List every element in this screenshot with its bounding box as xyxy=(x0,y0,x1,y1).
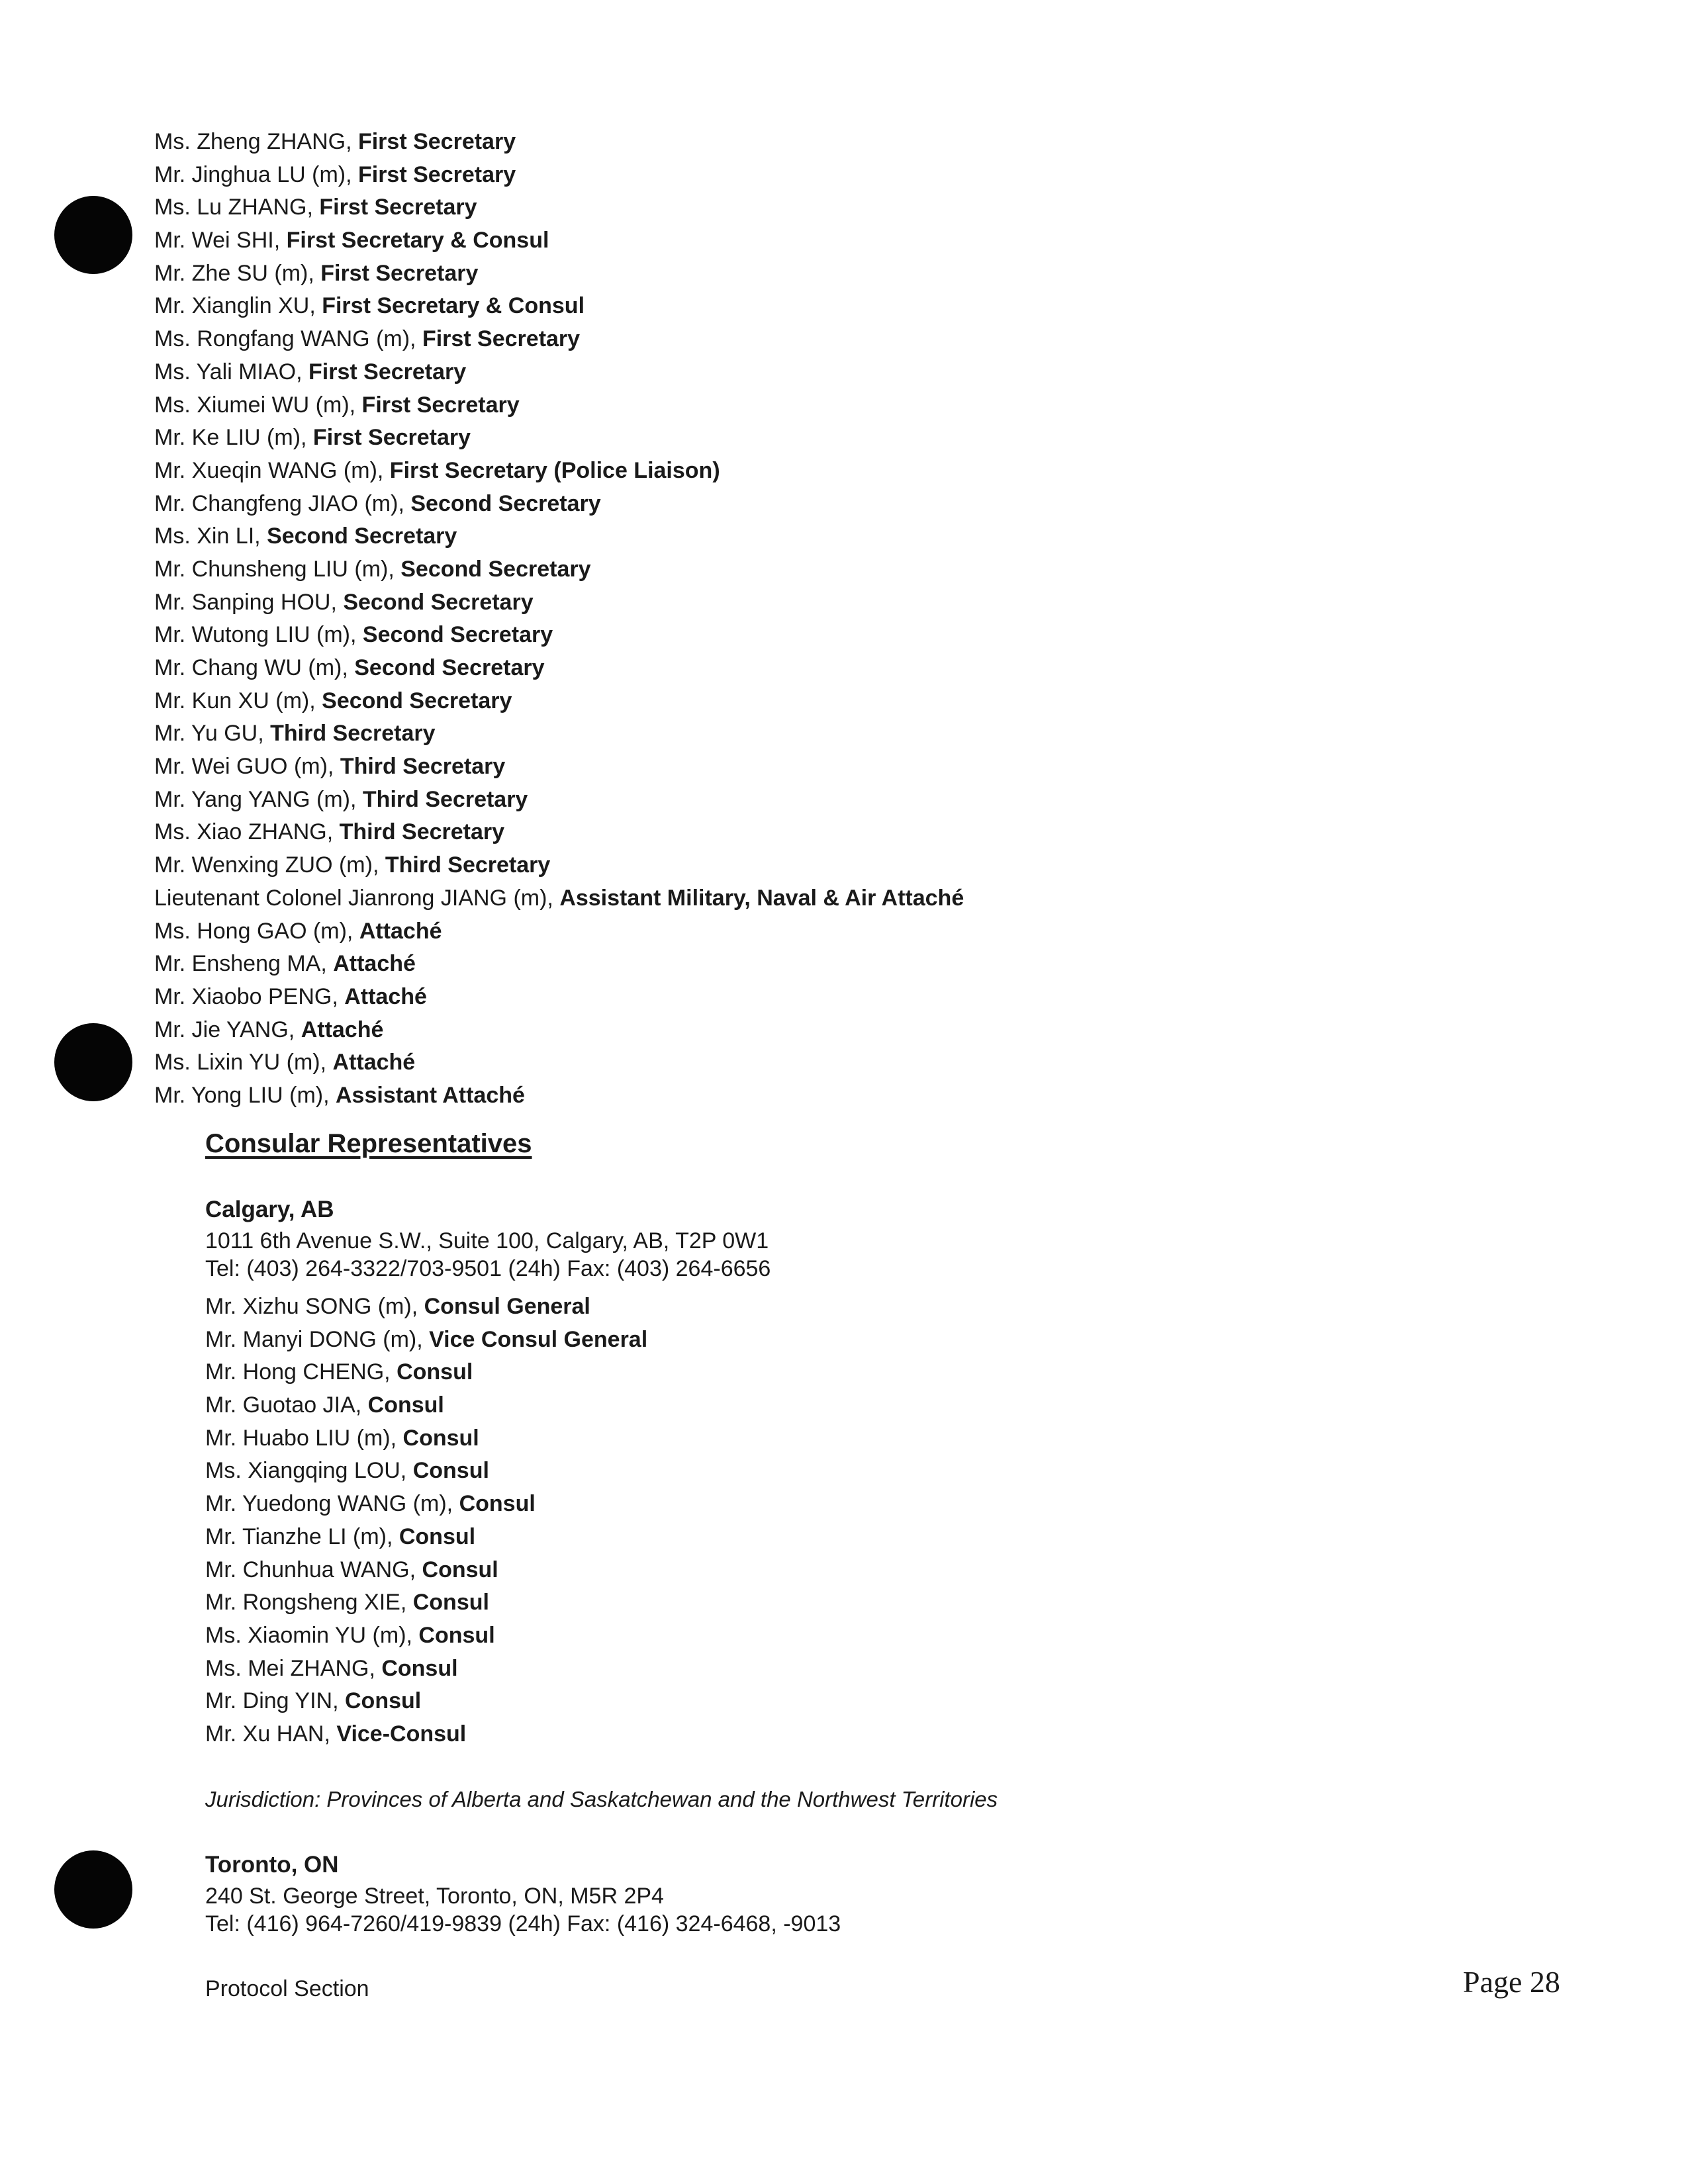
staff-name: Ms. Mei ZHANG, xyxy=(205,1655,382,1681)
staff-name: Mr. Manyi DONG (m), xyxy=(205,1326,430,1352)
staff-title: Consul xyxy=(412,1590,489,1615)
staff-title: Second Secretary xyxy=(322,688,512,713)
staff-entry xyxy=(154,356,964,389)
staff-entry xyxy=(205,1685,647,1718)
staff-name: Mr. Ensheng MA, xyxy=(154,951,334,977)
staff-entry xyxy=(154,520,964,553)
staff-entry xyxy=(154,159,964,192)
staff-title: First Secretary xyxy=(312,425,471,451)
staff-name: Mr. Tianzhe LI (m), xyxy=(205,1524,399,1549)
calgary-contact xyxy=(205,1227,771,1283)
calgary-staff-list xyxy=(205,1291,647,1751)
staff-entry xyxy=(154,191,964,224)
staff-name: Mr. Wei GUO (m), xyxy=(154,754,340,780)
toronto-contact xyxy=(205,1882,841,1938)
embassy-staff-list xyxy=(154,126,964,1113)
staff-entry xyxy=(205,1718,647,1751)
staff-title: First Secretary xyxy=(319,195,477,220)
staff-entry xyxy=(154,1014,964,1047)
staff-title: Attaché xyxy=(332,1050,416,1075)
staff-name: Mr. Zhe SU (m), xyxy=(154,260,321,286)
staff-entry xyxy=(154,257,964,291)
staff-name: Mr. Xueqin WANG (m), xyxy=(154,457,390,483)
staff-name: Mr. Ding YIN, xyxy=(205,1688,345,1714)
staff-name: Mr. Huabo LIU (m), xyxy=(205,1425,403,1451)
calgary-address: 1011 6th Avenue S.W., Suite 100, Calgary, AB, T2P 0W1 xyxy=(205,1228,769,1253)
staff-entry xyxy=(154,1046,964,1079)
section-title: Consular Representatives xyxy=(205,1129,532,1158)
staff-entry xyxy=(205,1653,647,1686)
toronto-address: 240 St. George Street, Toronto, ON, M5R 2P4 xyxy=(205,1884,664,1909)
staff-title: Third Secretary xyxy=(270,721,436,747)
staff-title: Second Secretary xyxy=(267,523,457,549)
staff-entry xyxy=(154,455,964,488)
staff-entry xyxy=(154,915,964,948)
staff-name: Mr. Chunsheng LIU (m), xyxy=(154,556,401,582)
staff-entry xyxy=(154,751,964,784)
page-number: Page 28 xyxy=(1463,1965,1560,1999)
staff-entry xyxy=(154,882,964,915)
toronto-city-heading: Toronto, ON xyxy=(205,1852,339,1878)
staff-entry xyxy=(205,1455,647,1488)
staff-name: Ms. Hong GAO (m), xyxy=(154,918,359,944)
staff-title: Consul xyxy=(399,1524,476,1549)
staff-name: Ms. Lu ZHANG, xyxy=(154,195,320,220)
staff-name: Mr. Chang WU (m), xyxy=(154,655,355,680)
staff-title: Third Secretary xyxy=(339,819,505,845)
staff-entry xyxy=(154,126,964,159)
calgary-jurisdiction: Jurisdiction: Provinces of Alberta and Saskatchewan and the Northwest Territories xyxy=(205,1787,998,1811)
staff-title: Third Secretary xyxy=(362,786,528,812)
staff-name: Mr. Jinghua LU (m), xyxy=(154,161,358,187)
binder-hole xyxy=(54,1023,132,1101)
staff-title: First Secretary (Police Liaison) xyxy=(389,457,720,483)
staff-entry xyxy=(154,849,964,882)
staff-name: Mr. Xu HAN, xyxy=(205,1721,337,1747)
toronto-phone: Tel: (416) 964-7260/419-9839 (24h) Fax: (416) 324-6468, -9013 xyxy=(205,1911,841,1936)
staff-entry xyxy=(154,224,964,257)
staff-name: Mr. Guotao JIA, xyxy=(205,1392,368,1418)
staff-entry xyxy=(154,553,964,586)
staff-entry xyxy=(154,290,964,323)
staff-title: Consul xyxy=(345,1688,422,1714)
staff-title: Consul xyxy=(397,1359,473,1385)
calgary-city-heading: Calgary, AB xyxy=(205,1197,334,1222)
staff-name: Ms. Xiaomin YU (m), xyxy=(205,1622,419,1648)
staff-title: Attaché xyxy=(359,918,442,944)
staff-name: Ms. Yali MIAO, xyxy=(154,359,309,385)
staff-entry xyxy=(205,1324,647,1357)
staff-title: Assistant Attaché xyxy=(336,1082,525,1108)
staff-title: Vice-Consul xyxy=(336,1721,467,1747)
staff-entry xyxy=(154,488,964,521)
staff-name: Mr. Sanping HOU, xyxy=(154,589,344,615)
staff-name: Ms. Xiao ZHANG, xyxy=(154,819,340,845)
staff-title: Second Secretary xyxy=(354,655,545,680)
staff-title: First Secretary xyxy=(320,260,479,286)
staff-name: Mr. Yuedong WANG (m), xyxy=(205,1491,459,1517)
staff-entry xyxy=(205,1356,647,1389)
staff-entry xyxy=(154,981,964,1014)
staff-title: Second Secretary xyxy=(343,589,534,615)
staff-title: Consul xyxy=(402,1425,479,1451)
staff-entry xyxy=(205,1619,647,1653)
staff-entry xyxy=(154,652,964,685)
staff-name: Mr. Yu GU, xyxy=(154,721,271,747)
staff-entry xyxy=(205,1422,647,1455)
staff-name: Mr. Ke LIU (m), xyxy=(154,425,313,451)
staff-entry xyxy=(205,1521,647,1554)
binder-hole xyxy=(54,1850,132,1929)
staff-name: Mr. Xizhu SONG (m), xyxy=(205,1294,424,1319)
staff-title: Third Secretary xyxy=(340,754,506,780)
staff-title: Assistant Military, Naval & Air Attaché xyxy=(559,885,964,911)
staff-name: Mr. Chunhua WANG, xyxy=(205,1557,422,1582)
staff-title: Consul xyxy=(412,1458,489,1484)
staff-entry xyxy=(154,586,964,619)
staff-title: Attaché xyxy=(301,1017,384,1042)
staff-name: Ms. Xin LI, xyxy=(154,523,267,549)
staff-entry xyxy=(154,948,964,981)
staff-entry xyxy=(205,1586,647,1619)
staff-title: Consul General xyxy=(424,1294,590,1319)
staff-name: Mr. Xianglin XU, xyxy=(154,293,322,319)
staff-entry xyxy=(154,619,964,652)
staff-entry xyxy=(205,1488,647,1521)
staff-entry xyxy=(205,1389,647,1422)
staff-name: Mr. Kun XU (m), xyxy=(154,688,322,713)
staff-title: Consul xyxy=(422,1557,498,1582)
staff-title: Consul xyxy=(381,1655,458,1681)
staff-title: Second Secretary xyxy=(400,556,591,582)
staff-title: First Secretary xyxy=(422,326,581,352)
staff-title: Third Secretary xyxy=(385,852,551,878)
staff-entry xyxy=(154,323,964,356)
staff-name: Mr. Wenxing ZUO (m), xyxy=(154,852,385,878)
staff-name: Mr. Hong CHENG, xyxy=(205,1359,397,1385)
staff-entry xyxy=(205,1291,647,1324)
staff-entry xyxy=(154,1079,964,1113)
staff-entry xyxy=(154,816,964,849)
staff-entry xyxy=(154,784,964,817)
staff-name: Ms. Lixin YU (m), xyxy=(154,1050,333,1075)
staff-title: Second Secretary xyxy=(410,490,601,516)
calgary-phone: Tel: (403) 264-3322/703-9501 (24h) Fax: (403) 264-6656 xyxy=(205,1256,771,1281)
staff-title: Consul xyxy=(418,1622,495,1648)
staff-title: Consul xyxy=(367,1392,444,1418)
footer-section-label: Protocol Section xyxy=(205,1976,369,2001)
staff-name: Ms. Zheng ZHANG, xyxy=(154,129,358,154)
staff-title: First Secretary xyxy=(357,161,516,187)
staff-title: First Secretary xyxy=(308,359,467,385)
staff-name: Mr. Jie YANG, xyxy=(154,1017,301,1042)
staff-entry xyxy=(154,389,964,422)
staff-title: Second Secretary xyxy=(362,622,553,648)
staff-title: Attaché xyxy=(344,983,427,1009)
staff-name: Mr. Xiaobo PENG, xyxy=(154,983,345,1009)
staff-name: Mr. Wei SHI, xyxy=(154,228,287,253)
staff-name: Mr. Wutong LIU (m), xyxy=(154,622,363,648)
staff-title: First Secretary & Consul xyxy=(322,293,585,319)
staff-title: First Secretary & Consul xyxy=(286,228,549,253)
staff-title: Attaché xyxy=(333,951,416,977)
staff-entry xyxy=(205,1554,647,1587)
staff-name: Ms. Rongfang WANG (m), xyxy=(154,326,422,352)
staff-name: Ms. Xiangqing LOU, xyxy=(205,1458,413,1484)
staff-name: Mr. Yong LIU (m), xyxy=(154,1082,336,1108)
staff-title: Consul xyxy=(459,1491,536,1517)
staff-name: Mr. Yang YANG (m), xyxy=(154,786,363,812)
staff-entry xyxy=(154,422,964,455)
staff-entry xyxy=(154,685,964,718)
staff-name: Lieutenant Colonel Jianrong JIANG (m), xyxy=(154,885,560,911)
binder-hole xyxy=(54,196,132,274)
staff-title: First Secretary xyxy=(361,392,520,418)
staff-name: Mr. Rongsheng XIE, xyxy=(205,1590,413,1615)
staff-title: Vice Consul General xyxy=(429,1326,648,1352)
staff-name: Ms. Xiumei WU (m), xyxy=(154,392,362,418)
staff-name: Mr. Changfeng JIAO (m), xyxy=(154,490,411,516)
staff-entry xyxy=(154,717,964,751)
staff-title: First Secretary xyxy=(357,129,516,154)
